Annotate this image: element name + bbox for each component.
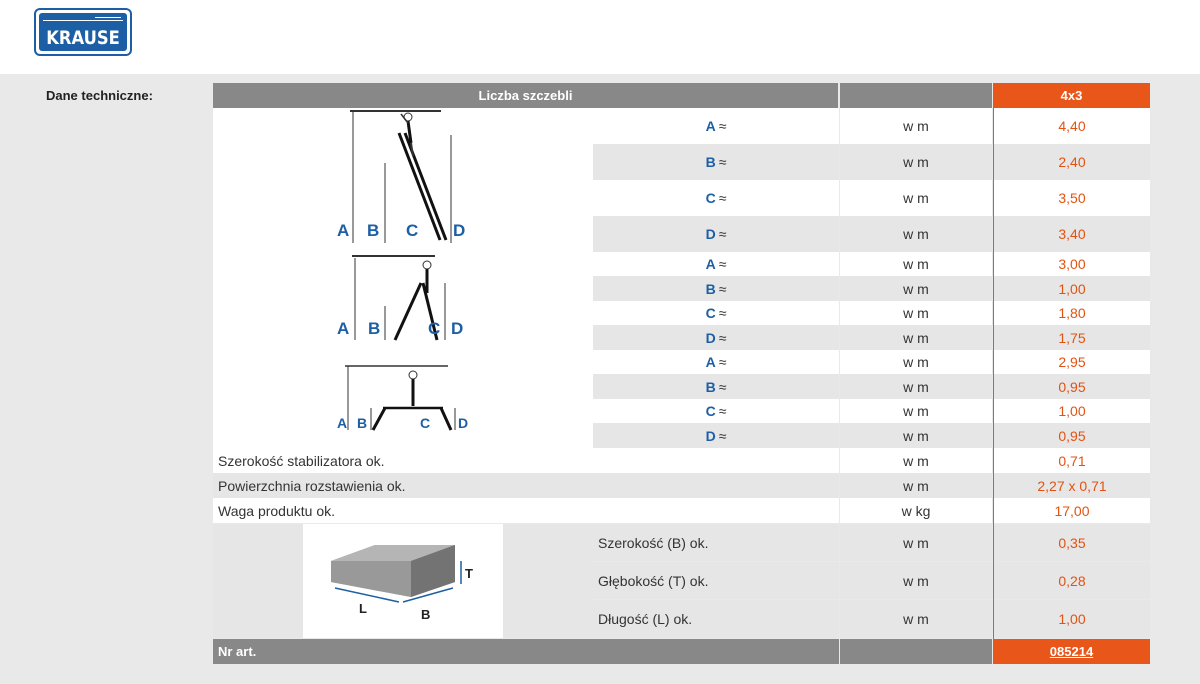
package-letter-b: B: [421, 607, 431, 622]
unit-cell: w m: [840, 473, 992, 498]
header-blank-cell: [840, 83, 992, 108]
dimension-letter: D: [705, 226, 716, 242]
dimension-letter: A: [705, 354, 716, 370]
dimension-letter: D: [705, 427, 716, 444]
ladder-diagram-cell: [213, 108, 593, 448]
dimension-letter-cell: [593, 374, 839, 399]
dimension-letter-cell: [593, 399, 839, 423]
unit-cell: w m: [840, 325, 992, 350]
unit-cell: w m: [840, 144, 992, 180]
dimension-letter: C: [705, 403, 716, 419]
unit-cell: w m: [840, 448, 992, 473]
specs-table: [213, 83, 1150, 664]
value-cell: 0,95: [994, 423, 1150, 448]
value-cell: 1,80: [994, 301, 1150, 325]
approx-sign: ≈: [718, 154, 727, 170]
package-label-cell: Głębokość (T) ok.: [593, 562, 839, 599]
spec-label-cell: Waga produktu ok.: [213, 498, 839, 523]
unit-cell: w m: [840, 108, 992, 144]
dimension-letter: B: [705, 154, 716, 170]
unit-cell: w m: [840, 301, 992, 325]
logo-ladder-line: [95, 17, 121, 18]
package-image-cell: [213, 524, 593, 638]
footer-label-cell: Nr art.: [213, 639, 839, 664]
dimension-letter: A: [705, 256, 716, 272]
dimension-letter-cell: [593, 108, 839, 144]
diagram-letter-d: D: [453, 221, 466, 240]
unit-cell: w m: [840, 600, 992, 638]
diagram-letter-d: D: [458, 415, 469, 431]
value-cell: 1,00: [994, 399, 1150, 423]
value-cell: 2,27 x 0,71: [994, 473, 1150, 498]
package-letter-t: T: [465, 566, 473, 581]
unit-cell: w m: [840, 350, 992, 374]
dimension-letter: D: [705, 329, 716, 346]
value-cell: 3,50: [994, 180, 1150, 216]
value-cell: 4,40: [994, 108, 1150, 144]
article-number-link[interactable]: 085214: [1049, 644, 1094, 659]
dimension-letter: B: [705, 378, 716, 395]
approx-sign: ≈: [718, 305, 727, 321]
unit-cell: w kg: [840, 498, 992, 523]
value-cell: 3,40: [994, 216, 1150, 252]
diagram-letter-b: B: [357, 415, 368, 431]
approx-sign: ≈: [718, 226, 727, 242]
unit-cell: w m: [840, 423, 992, 448]
value-cell: 3,00: [994, 252, 1150, 276]
dimension-letter-cell: [593, 252, 839, 276]
article-number-cell: [993, 639, 1150, 664]
section-label: Dane techniczne:: [46, 88, 153, 103]
unit-cell: w m: [840, 276, 992, 301]
logo-background: [39, 13, 127, 51]
value-cell: 0,35: [994, 524, 1150, 561]
approx-sign: ≈: [718, 329, 727, 346]
ladder-lean-diagram: [350, 111, 451, 243]
ladder-diagram: [213, 108, 593, 448]
dimension-letter: C: [705, 305, 716, 321]
value-cell: 1,00: [994, 276, 1150, 301]
unit-cell: w m: [840, 524, 992, 561]
footer-blank-cell: [840, 639, 992, 664]
approx-sign: ≈: [718, 403, 727, 419]
unit-cell: w m: [840, 374, 992, 399]
diagram-letter-b: B: [367, 221, 380, 240]
diagram-letter-d: D: [451, 319, 464, 338]
value-cell: 0,71: [994, 448, 1150, 473]
logo-text: KRAUSE: [46, 27, 120, 49]
approx-sign: ≈: [718, 427, 727, 444]
diagram-letter-a: A: [337, 319, 350, 338]
value-cell: 1,00: [994, 600, 1150, 638]
value-cell: 1,75: [994, 325, 1150, 350]
value-cell: 0,28: [994, 562, 1150, 599]
diagram-letter-a: A: [337, 415, 348, 431]
approx-sign: ≈: [718, 354, 727, 370]
dimension-letter: B: [705, 280, 716, 297]
approx-sign: ≈: [718, 378, 727, 395]
package-image: [303, 524, 503, 638]
approx-sign: ≈: [718, 280, 727, 297]
dimension-letter-cell: [593, 216, 839, 252]
dimension-letter-cell: [593, 180, 839, 216]
krause-logo[interactable]: [34, 8, 132, 56]
spec-label-cell: Powierzchnia rozstawienia ok.: [213, 473, 839, 498]
dimension-letter-cell: [593, 144, 839, 180]
value-cell: 0,95: [994, 374, 1150, 399]
spec-label-cell: Szerokość stabilizatora ok.: [213, 448, 839, 473]
logo-ladder-line: [43, 20, 123, 21]
page-header: [0, 0, 1200, 74]
diagram-letter-c: C: [420, 415, 431, 431]
diagram-letter-c: C: [428, 319, 441, 338]
unit-cell: w m: [840, 399, 992, 423]
dimension-letter-cell: [593, 301, 839, 325]
value-column-border: [993, 108, 994, 639]
approx-sign: ≈: [718, 118, 727, 134]
diagram-letter-a: A: [337, 221, 350, 240]
package-label-cell: Szerokość (B) ok.: [593, 524, 839, 561]
approx-sign: ≈: [718, 190, 727, 206]
approx-sign: ≈: [718, 256, 727, 272]
header-label-cell: Liczba szczebli: [213, 83, 838, 108]
value-cell: 17,00: [994, 498, 1150, 523]
unit-cell: w m: [840, 252, 992, 276]
header-value-cell: 4x3: [993, 83, 1150, 108]
unit-cell: w m: [840, 216, 992, 252]
diagram-letter-b: B: [368, 319, 381, 338]
dimension-letter: C: [705, 190, 716, 206]
dimension-letter-cell: [593, 325, 839, 350]
dimension-letter-cell: [593, 423, 839, 448]
unit-cell: w m: [840, 180, 992, 216]
value-cell: 2,95: [994, 350, 1150, 374]
package-label-cell: Długość (L) ok.: [593, 600, 839, 638]
value-cell: 2,40: [994, 144, 1150, 180]
diagram-letter-c: C: [406, 221, 419, 240]
dimension-letter-cell: [593, 350, 839, 374]
dimension-letter: A: [705, 118, 716, 134]
dimension-letter-cell: [593, 276, 839, 301]
package-letter-l: L: [359, 601, 367, 616]
package-box-diagram: [303, 524, 503, 638]
unit-cell: w m: [840, 562, 992, 599]
